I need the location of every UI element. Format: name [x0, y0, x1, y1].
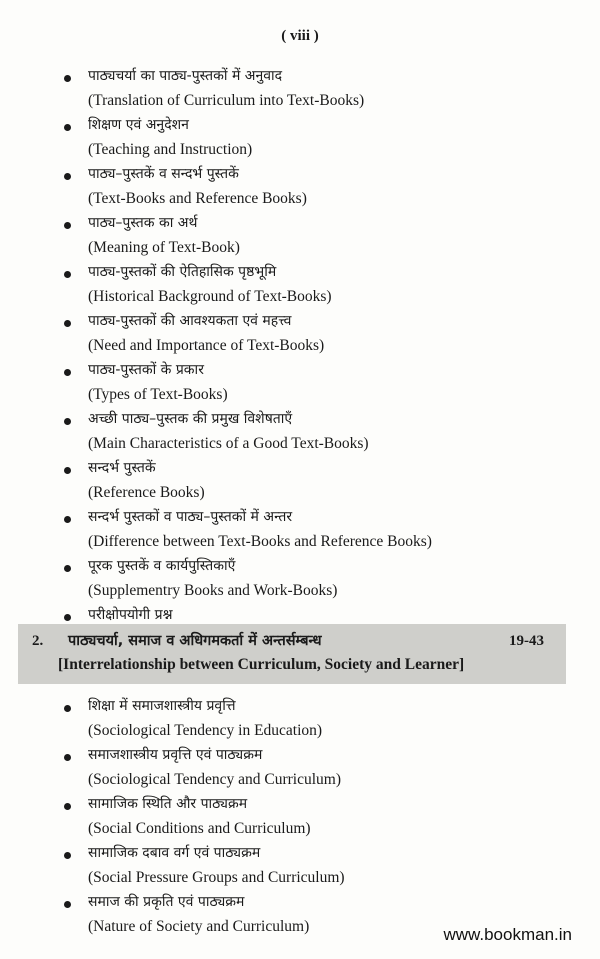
bullet-icon	[64, 803, 71, 810]
bullet-icon	[64, 418, 71, 425]
topic-hindi: सन्दर्भ पुस्तकें	[88, 460, 156, 476]
list-item	[60, 260, 560, 309]
topic-english: (Need and Importance of Text-Books)	[88, 337, 325, 354]
bullet-icon	[64, 467, 71, 474]
page-number: ( viii )	[281, 28, 319, 44]
topic-hindi: पाठ्यचर्या का पाठ्य-पुस्तकों में अनुवाद	[88, 68, 283, 84]
bullet-icon	[64, 901, 71, 908]
topic-english: (Teaching and Instruction)	[88, 141, 253, 158]
topic-hindi: पाठ्य–पुस्तक का अर्थ	[88, 215, 198, 231]
topic-english: (Sociological Tendency in Education)	[88, 722, 323, 739]
bullet-icon	[64, 124, 71, 131]
list-item	[60, 743, 560, 792]
topic-hindi: सामाजिक दबाव वर्ग एवं पाठ्यक्रम	[88, 845, 261, 861]
bullet-icon	[64, 369, 71, 376]
list-item	[60, 358, 560, 407]
section2-topic-list	[60, 694, 560, 939]
bullet-icon	[64, 852, 71, 859]
list-item	[60, 792, 560, 841]
list-item	[60, 211, 560, 260]
bullet-icon	[64, 75, 71, 82]
topic-hindi: सन्दर्भ पुस्तकों व पाठ्य–पुस्तकों में अन्तर	[88, 509, 293, 525]
bullet-icon	[64, 705, 71, 712]
list-item	[60, 162, 560, 211]
topic-hindi: पाठ्य–पुस्तकें व सन्दर्भ पुस्तकें	[88, 166, 239, 182]
topic-hindi: समाजशास्त्रीय प्रवृत्ति एवं पाठ्यक्रम	[88, 747, 263, 763]
topic-english: (Translation of Curriculum into Text-Books)	[88, 92, 365, 109]
list-item	[60, 407, 560, 456]
chapter-title-english: [Interrelationship between Curriculum, Society and Learner]	[58, 656, 465, 673]
topic-hindi: पाठ्य-पुस्तकों की ऐतिहासिक पृष्ठभूमि	[88, 264, 277, 280]
topic-hindi: अच्छी पाठ्य–पुस्तक की प्रमुख विशेषताएँ	[88, 411, 293, 427]
list-item	[60, 113, 560, 162]
bullet-icon	[64, 614, 71, 621]
bullet-icon	[64, 222, 71, 229]
topic-english: (Types of Text-Books)	[88, 386, 228, 403]
bullet-icon	[64, 516, 71, 523]
topic-hindi: परीक्षोपयोगी प्रश्न	[88, 607, 173, 623]
topic-english: (Text-Books and Reference Books)	[88, 190, 307, 207]
topic-english: (Nature of Society and Curriculum)	[88, 918, 310, 935]
topic-english: (Meaning of Text-Book)	[88, 239, 240, 256]
list-item	[60, 309, 560, 358]
bullet-icon	[64, 320, 71, 327]
topic-english: (Social Conditions and Curriculum)	[88, 820, 311, 837]
chapter-heading-band	[18, 624, 566, 684]
topic-english: (Difference between Text-Books and Reference Books)	[88, 533, 432, 550]
topic-hindi: पाठ्य-पुस्तकों की आवश्यकता एवं महत्त्व	[88, 313, 292, 329]
topic-hindi: समाज की प्रकृति एवं पाठ्यक्रम	[88, 894, 245, 910]
topic-hindi: पूरक पुस्तकें व कार्यपुस्तिकाएँ	[88, 558, 236, 574]
topic-english: (Main Characteristics of a Good Text-Books)	[88, 435, 369, 452]
list-item	[60, 456, 560, 505]
section1-topic-list	[60, 64, 560, 628]
chapter-number: 2.	[32, 633, 44, 649]
topic-hindi: पाठ्य-पुस्तकों के प्रकार	[88, 362, 204, 378]
chapter-page-range: 19-43	[509, 633, 544, 649]
topic-hindi: शिक्षण एवं अनुदेशन	[88, 117, 189, 133]
website-watermark: www.bookman.in	[443, 925, 572, 944]
topic-english: (Historical Background of Text-Books)	[88, 288, 332, 305]
list-item	[60, 505, 560, 554]
list-item	[60, 554, 560, 603]
chapter-title-hindi: पाठ्यचर्या, समाज व अधिगमकर्ता में अन्तर्सम्बन्ध	[68, 633, 322, 649]
bullet-icon	[64, 271, 71, 278]
list-item	[60, 694, 560, 743]
bullet-icon	[64, 565, 71, 572]
list-item	[60, 64, 560, 113]
bullet-icon	[64, 754, 71, 761]
topic-english: (Reference Books)	[88, 484, 205, 501]
topic-hindi: शिक्षा में समाजशास्त्रीय प्रवृत्ति	[88, 698, 236, 714]
topic-english: (Social Pressure Groups and Curriculum)	[88, 869, 345, 886]
list-item	[60, 841, 560, 890]
bullet-icon	[64, 173, 71, 180]
topic-english: (Supplementry Books and Work-Books)	[88, 582, 338, 599]
topic-english: (Sociological Tendency and Curriculum)	[88, 771, 342, 788]
topic-hindi: सामाजिक स्थिति और पाठ्यक्रम	[88, 796, 248, 812]
